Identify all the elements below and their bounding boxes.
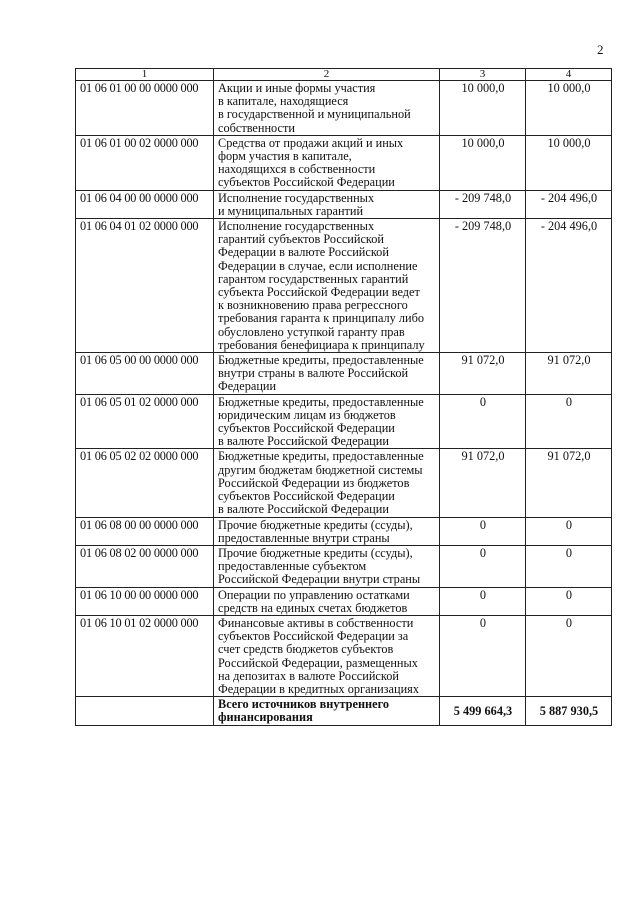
amount-col4-cell: - 204 496,0: [526, 219, 612, 353]
financing-sources-table: [75, 68, 612, 726]
source-name-cell: Средства от продажи акций и иных форм участия в капитале, находящихся в собственности субъектов Российской Федерации: [214, 135, 440, 190]
budget-code-cell: 01 06 08 00 00 0000 000: [76, 517, 214, 545]
amount-col4-cell: 10 000,0: [526, 135, 612, 190]
column-header-2: 2: [214, 69, 440, 81]
amount-col3-cell: 0: [440, 394, 526, 449]
column-header-3: 3: [440, 69, 526, 81]
budget-code-cell: 01 06 04 00 00 0000 000: [76, 190, 214, 218]
budget-code-cell: 01 06 01 00 00 0000 000: [76, 81, 214, 136]
page-number: 2: [597, 42, 604, 57]
amount-col3-cell: 10 000,0: [440, 81, 526, 136]
table-row: [76, 449, 612, 517]
table-row: [76, 81, 612, 136]
amount-col3-cell: 91 072,0: [440, 449, 526, 517]
amount-col4-cell: 0: [526, 545, 612, 587]
total-row: [76, 697, 612, 725]
source-name-cell: Бюджетные кредиты, предоставленные внутри страны в валюте Российской Федерации: [214, 353, 440, 395]
column-header-1: 1: [76, 69, 214, 81]
amount-col3-cell: 0: [440, 587, 526, 615]
total-code-cell: [76, 697, 214, 725]
budget-code-cell: 01 06 08 02 00 0000 000: [76, 545, 214, 587]
table-row: [76, 135, 612, 190]
table-row: [76, 394, 612, 449]
table-row: [76, 587, 612, 615]
amount-col3-cell: 0: [440, 615, 526, 696]
budget-code-cell: 01 06 05 00 00 0000 000: [76, 353, 214, 395]
amount-col4-cell: - 204 496,0: [526, 190, 612, 218]
budget-code-cell: 01 06 05 02 02 0000 000: [76, 449, 214, 517]
table-row: [76, 353, 612, 395]
amount-col4-cell: 0: [526, 615, 612, 696]
total-col4-value: 5 887 930,5: [526, 697, 612, 725]
total-col3-value: 5 499 664,3: [440, 697, 526, 725]
amount-col4-cell: 10 000,0: [526, 81, 612, 136]
budget-code-cell: 01 06 05 01 02 0000 000: [76, 394, 214, 449]
amount-col3-cell: 91 072,0: [440, 353, 526, 395]
column-header-4: 4: [526, 69, 612, 81]
amount-col3-cell: - 209 748,0: [440, 219, 526, 353]
table-header-row: [76, 69, 612, 81]
source-name-cell: Исполнение государственных и муниципальных гарантий: [214, 190, 440, 218]
source-name-cell: Прочие бюджетные кредиты (ссуды), предоставленные субъектом Российской Федерации внутри страны: [214, 545, 440, 587]
source-name-cell: Прочие бюджетные кредиты (ссуды), предоставленные внутри страны: [214, 517, 440, 545]
total-label: Всего источников внутреннего финансирования: [214, 697, 440, 725]
table-row: [76, 545, 612, 587]
amount-col4-cell: 91 072,0: [526, 449, 612, 517]
source-name-cell: Финансовые активы в собственности субъектов Российской Федерации за счет средств бюджетов субъектов Российской Федерации, размещенных на депозитах в валюте Российской Федерации в кредитных организациях: [214, 615, 440, 696]
amount-col4-cell: 0: [526, 517, 612, 545]
table-row: [76, 190, 612, 218]
amount-col3-cell: - 209 748,0: [440, 190, 526, 218]
source-name-cell: Исполнение государственных гарантий субъектов Российской Федерации в валюте Российской Федерации в случае, если исполнение гарантом государственных гарантий субъекта Российской Федерации ведет к возникновению права регрессного требования гаранта к принципалу либо обусловлено уступкой гаранту прав требования бенефициара к принципалу: [214, 219, 440, 353]
table-row: [76, 615, 612, 696]
source-name-cell: Бюджетные кредиты, предоставленные другим бюджетам бюджетной системы Российской Федерации из бюджетов субъектов Российской Федерации в валюте Российской Федерации: [214, 449, 440, 517]
budget-code-cell: 01 06 04 01 02 0000 000: [76, 219, 214, 353]
amount-col4-cell: 0: [526, 587, 612, 615]
amount-col3-cell: 0: [440, 545, 526, 587]
budget-code-cell: 01 06 10 01 02 0000 000: [76, 615, 214, 696]
amount-col4-cell: 0: [526, 394, 612, 449]
budget-code-cell: 01 06 10 00 00 0000 000: [76, 587, 214, 615]
source-name-cell: Акции и иные формы участия в капитале, находящиеся в государственной и муниципальной собственности: [214, 81, 440, 136]
table-row: [76, 219, 612, 353]
budget-code-cell: 01 06 01 00 02 0000 000: [76, 135, 214, 190]
table-row: [76, 517, 612, 545]
source-name-cell: Бюджетные кредиты, предоставленные юридическим лицам из бюджетов субъектов Российской Федерации в валюте Российской Федерации: [214, 394, 440, 449]
amount-col3-cell: 0: [440, 517, 526, 545]
amount-col3-cell: 10 000,0: [440, 135, 526, 190]
amount-col4-cell: 91 072,0: [526, 353, 612, 395]
source-name-cell: Операции по управлению остатками средств на единых счетах бюджетов: [214, 587, 440, 615]
